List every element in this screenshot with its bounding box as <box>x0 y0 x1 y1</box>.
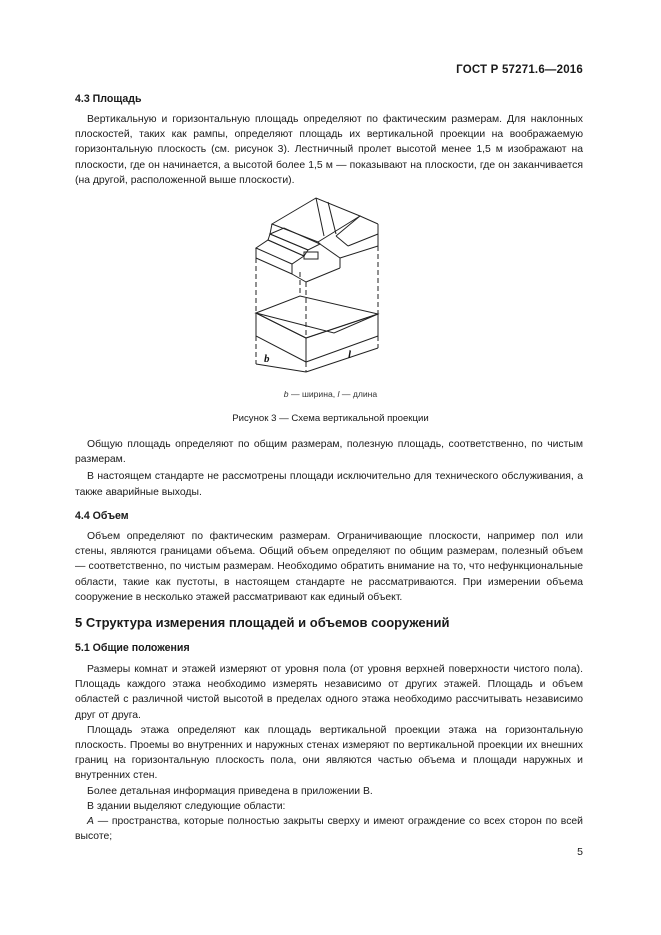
section-4-3 <box>75 93 583 188</box>
label-b: b <box>264 353 270 365</box>
area-a-letter: А <box>87 816 94 828</box>
paragraph-volume: Объем определяют по фактическим размерам. Ограничивающие плоскости, например пол или стены, являются границами объема. Общий объем определяют по общим размерам, полезный объем — соответственно, по чистым размерам. Необходимо обратить внимание на то, что нефункциональные области, такие как пустоты, в настоящем стандарте не рассматриваются. При измерении объема сооружение в несколько этажей рассматривают как единый объект. <box>75 531 583 603</box>
heading-5: 5 Структура измерения площадей и объемов сооружений <box>75 615 450 630</box>
heading-4-3: 4.3 Площадь <box>75 93 142 105</box>
section-5 <box>75 615 583 844</box>
heading-5-1: 5.1 Общие положения <box>75 642 190 654</box>
section-4-4 <box>75 510 583 605</box>
stepped-structure <box>256 198 378 282</box>
legend-l-text: — длина <box>339 389 378 399</box>
projection-lines <box>256 246 378 372</box>
figure-caption: Рисунок 3 — Схема вертикальной проекции <box>232 413 429 424</box>
heading-4-4: 4.4 Объем <box>75 510 129 522</box>
paragraph-exclusions: В настоящем стандарте не рассмотрены площади исключительно для технического обслуживания, а также аварийные выходы. <box>75 471 583 498</box>
figure-vertical-projection <box>240 186 400 376</box>
paragraph-areas-intro: В здании выделяют следующие области: <box>87 800 286 812</box>
area-a-text: — пространства, которые полностью закрыты сверху и имеют ограждение со всех сторон по всей высоте; <box>75 816 583 843</box>
figure-legend <box>0 389 661 399</box>
legend-l-symbol: l <box>337 389 340 399</box>
paragraph-total-area: Общую площадь определяют по общим размерам, полезную площадь, соответственно, по чистым размерам. <box>75 439 583 466</box>
label-l: l <box>348 349 352 361</box>
paragraph-area-definition: Вертикальную и горизонтальную площадь определяют по фактическим размерам. Для наклонных плоскостей, таких как рампы, определяют площадь их вертикальной проекции на воображаемую горизонтальную плоскость (см. рисунок 3). Лестничный пролет высотой менее 1,5 м изображают на плоскости, где он начинается, а высотой более 1,5 м — показывают на плоскости, где он заканчивается (на другой, расположенной выше плоскости). <box>75 114 583 186</box>
section-4-3-continued <box>75 437 583 500</box>
legend-b-text: — ширина, <box>288 389 338 399</box>
page-number: 5 <box>577 846 583 858</box>
document-id: ГОСТ Р 57271.6—2016 <box>456 64 583 76</box>
paragraph-floor-area: Площадь этажа определяют как площадь вертикальной проекции этажа на горизонтальную плоскость. Проемы во внутренних и наружных стенах измеряют по вертикальной проекции их внешних границ на горизонтальную плоскость пола, они являются частью объема и площади наружных и внутренних стен. <box>75 724 583 782</box>
paragraph-room-dimensions: Размеры комнат и этажей измеряют от уровня пола (от уровня верхней поверхности чистого пола). Площадь каждого этажа необходимо измерять независимо от других этажей. Площадь и объем областей с различной чистой высотой в пределах одного этажа необходимо рассчитывать независимо друг от друга. <box>75 664 583 721</box>
dimension-lines <box>256 348 378 372</box>
projection-box <box>256 296 378 362</box>
paragraph-area-a <box>75 814 583 844</box>
paragraph-appendix-ref: Более детальная информация приведена в приложении В. <box>87 785 373 797</box>
legend-b-symbol: b <box>283 389 289 399</box>
